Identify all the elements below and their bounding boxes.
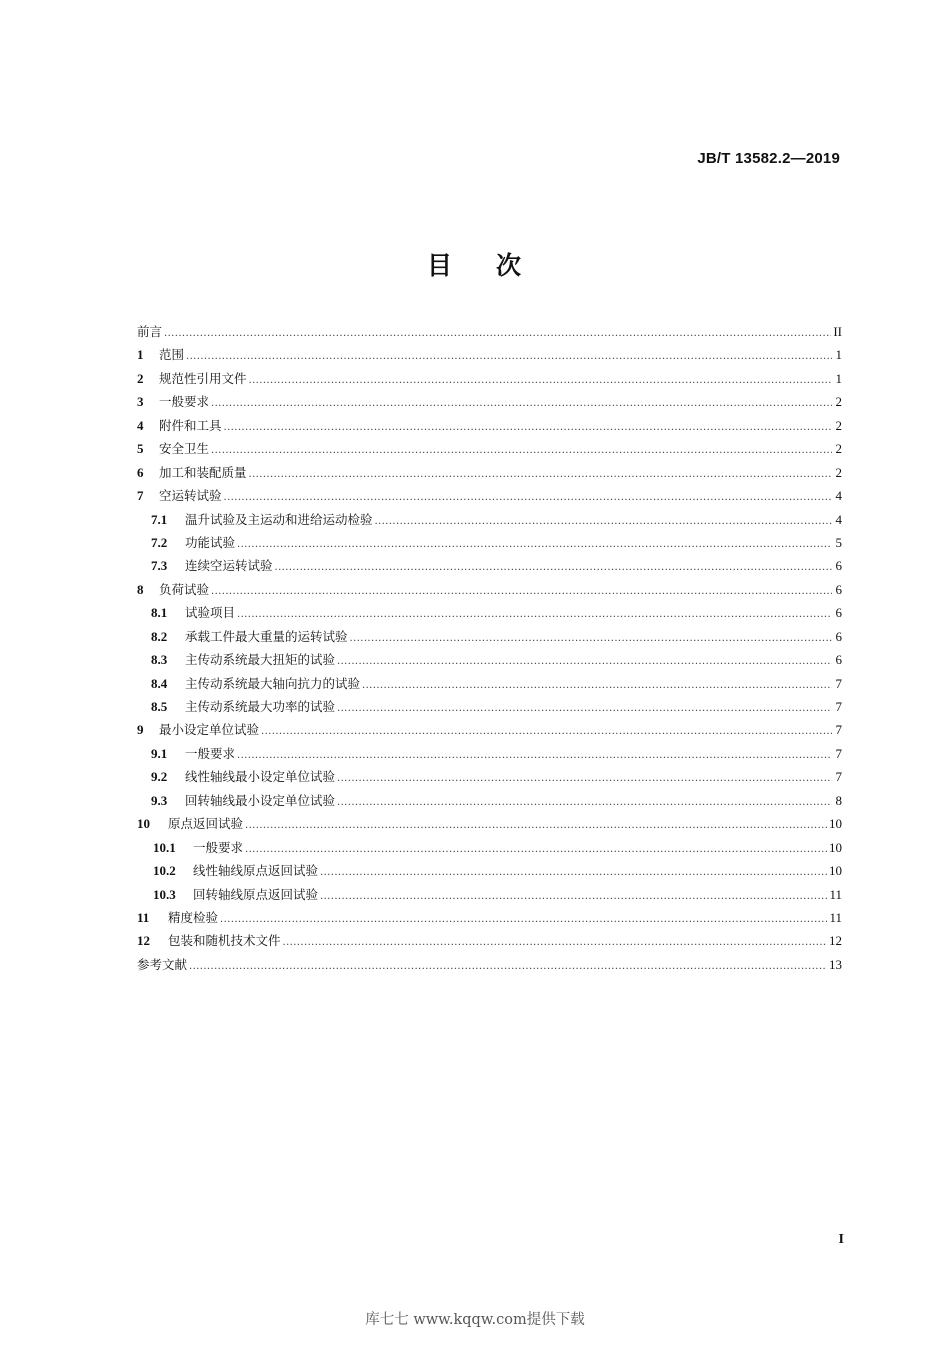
toc-entry-label: 空运转试验 (159, 488, 222, 504)
toc-entry-number: 8.4 (151, 675, 168, 691)
toc-entry-page: 1 (835, 347, 842, 363)
toc-entry-number: 9 (137, 722, 144, 738)
toc-dot-leader (337, 697, 832, 720)
toc-entry[interactable] (137, 953, 842, 976)
toc-entry[interactable] (137, 648, 842, 671)
toc-entry-number: 12 (137, 933, 150, 949)
toc-dot-leader (164, 322, 831, 345)
toc-entry-number: 8.2 (151, 628, 168, 644)
toc-entry-number: 9.3 (151, 792, 168, 808)
toc-entry-number: 1 (137, 347, 144, 363)
toc-entry[interactable] (137, 437, 842, 460)
toc-entry-number: 7.2 (151, 534, 168, 550)
toc-dot-leader (249, 369, 832, 392)
toc-entry-number: 9.2 (151, 769, 168, 785)
toc-entry-number: 10 (137, 816, 150, 832)
toc-entry-number: 9.1 (151, 745, 168, 761)
toc-entry[interactable] (137, 578, 842, 601)
toc-entry-page: 12 (829, 933, 842, 949)
toc-entry-page: 6 (835, 628, 842, 644)
toc-entry[interactable] (137, 461, 842, 484)
toc-dot-leader (275, 556, 832, 579)
toc-entry[interactable] (137, 414, 842, 437)
toc-entry-label: 范围 (159, 347, 185, 363)
toc-entry-label: 参考文献 (137, 956, 188, 972)
toc-entry-number: 7 (137, 488, 144, 504)
page-title (0, 246, 950, 282)
toc-entry-label: 精度检验 (168, 909, 219, 925)
toc-entry[interactable] (137, 625, 842, 648)
toc-entry-number: 8 (137, 581, 144, 597)
toc-dot-leader (186, 345, 832, 368)
toc-entry-number: 3 (137, 394, 144, 410)
toc-entry-number: 10.3 (153, 886, 176, 902)
toc-entry-page: 2 (835, 394, 842, 410)
toc-entry-number: 11 (137, 909, 150, 925)
toc-entry-label: 原点返回试验 (168, 816, 244, 832)
download-watermark: 库七七 www.kqqw.com提供下载 (365, 1312, 585, 1328)
toc-entry[interactable] (137, 484, 842, 507)
toc-entry-page: 6 (835, 605, 842, 621)
toc-entry-label: 线性轴线最小设定单位试验 (185, 769, 336, 785)
toc-entry-label: 主传动系统最大扭矩的试验 (185, 652, 336, 668)
page-number: I (838, 1232, 844, 1247)
standard-number: JB/T 13582.2—2019 (697, 150, 840, 167)
toc-entry[interactable] (137, 789, 842, 812)
toc-entry-number: 7.1 (151, 511, 168, 527)
toc-entry[interactable] (137, 554, 842, 577)
toc-entry-page: 6 (835, 581, 842, 597)
toc-entry-label: 试验项目 (185, 605, 236, 621)
title-char-1: 目 (426, 251, 454, 280)
toc-entry[interactable] (137, 929, 842, 952)
toc-entry-label: 线性轴线原点返回试验 (193, 863, 319, 879)
toc-entry-label: 一般要求 (185, 745, 236, 761)
toc-entry[interactable] (137, 695, 842, 718)
title-char-2: 次 (496, 251, 524, 280)
toc-entry-label: 安全卫生 (159, 441, 210, 457)
toc-entry-page: 11 (829, 886, 842, 902)
toc-dot-leader (245, 838, 827, 861)
toc-entry[interactable] (137, 883, 842, 906)
toc-entry-label: 一般要求 (193, 839, 244, 855)
toc-entry-page: 4 (835, 488, 842, 504)
toc-dot-leader (350, 627, 832, 650)
toc-entry-number: 7.3 (151, 558, 168, 574)
toc-entry[interactable] (137, 320, 842, 343)
toc-entry[interactable] (137, 765, 842, 788)
toc-entry-page: 13 (829, 956, 842, 972)
toc-entry-number: 8.5 (151, 699, 168, 714)
toc-dot-leader (189, 955, 827, 978)
toc-entry-number: 8.1 (151, 605, 168, 621)
toc-dot-leader (237, 533, 832, 556)
toc-dot-leader (337, 650, 832, 673)
toc-dot-leader (211, 439, 832, 462)
toc-entry[interactable] (137, 812, 842, 835)
toc-entry-number: 5 (137, 441, 144, 457)
toc-entry-page: 2 (835, 417, 842, 433)
toc-entry-page: 7 (835, 769, 842, 785)
toc-entry[interactable] (137, 672, 842, 695)
toc-dot-leader (320, 861, 827, 884)
toc-entry-label: 温升试验及主运动和进给运动检验 (185, 511, 373, 527)
toc-entry-page: 8 (835, 792, 842, 808)
toc-dot-leader (237, 744, 832, 767)
toc-dot-leader (237, 603, 832, 626)
toc-dot-leader (211, 580, 832, 603)
toc-entry-label: 连续空运转试验 (185, 558, 273, 574)
toc-entry[interactable] (137, 531, 842, 554)
toc-entry-page: II (833, 324, 842, 339)
toc-entry-page: 2 (835, 464, 842, 480)
toc-dot-leader (249, 463, 832, 486)
toc-entry-page: 11 (829, 909, 842, 925)
toc-entry-label: 前言 (137, 324, 163, 339)
toc-entry[interactable] (137, 508, 842, 531)
toc-entry-number: 10.2 (153, 863, 176, 879)
toc-entry-page: 7 (835, 745, 842, 761)
toc-entry-page: 6 (835, 558, 842, 574)
toc-entry-page: 7 (835, 722, 842, 738)
toc-entry[interactable] (137, 718, 842, 741)
toc-entry[interactable] (137, 601, 842, 624)
toc-dot-leader (211, 392, 832, 415)
toc-entry[interactable] (137, 859, 842, 882)
toc-entry-page: 5 (835, 534, 842, 550)
toc-dot-leader (220, 908, 827, 931)
toc-dot-leader (224, 416, 832, 439)
toc-entry-page: 1 (835, 370, 842, 386)
toc-entry[interactable] (137, 836, 842, 859)
toc-entry[interactable] (137, 343, 842, 366)
table-of-contents (137, 320, 842, 976)
toc-dot-leader (337, 767, 832, 790)
toc-entry[interactable] (137, 390, 842, 413)
toc-entry-number: 8.3 (151, 652, 168, 668)
toc-entry-label: 一般要求 (159, 394, 210, 410)
toc-entry-label: 附件和工具 (159, 417, 222, 433)
toc-dot-leader (245, 814, 827, 837)
toc-entry-page: 4 (835, 511, 842, 527)
toc-entry-label: 负荷试验 (159, 581, 210, 597)
toc-entry-number: 2 (137, 370, 144, 386)
toc-dot-leader (375, 510, 832, 533)
toc-entry-page: 7 (835, 699, 842, 714)
toc-entry-label: 包装和随机技术文件 (168, 933, 281, 949)
toc-entry-page: 7 (835, 675, 842, 691)
toc-entry-label: 加工和装配质量 (159, 464, 247, 480)
toc-dot-leader (362, 674, 832, 697)
toc-entry[interactable] (137, 742, 842, 765)
toc-entry-label: 规范性引用文件 (159, 370, 247, 386)
toc-entry[interactable] (137, 906, 842, 929)
toc-entry-label: 主传动系统最大功率的试验 (185, 699, 336, 714)
toc-entry-page: 10 (829, 863, 842, 879)
toc-entry-label: 最小设定单位试验 (159, 722, 260, 738)
toc-entry-number: 10.1 (153, 839, 176, 855)
toc-dot-leader (337, 791, 832, 814)
toc-entry[interactable] (137, 367, 842, 390)
toc-entry-label: 回转轴线原点返回试验 (193, 886, 319, 902)
toc-entry-number: 6 (137, 464, 144, 480)
toc-dot-leader (224, 486, 832, 509)
toc-entry-page: 2 (835, 441, 842, 457)
toc-entry-number: 4 (137, 417, 144, 433)
toc-entry-label: 主传动系统最大轴向抗力的试验 (185, 675, 361, 691)
toc-entry-label: 承载工件最大重量的运转试验 (185, 628, 348, 644)
toc-dot-leader (261, 720, 832, 743)
toc-entry-page: 10 (829, 839, 842, 855)
toc-entry-label: 回转轴线最小设定单位试验 (185, 792, 336, 808)
toc-entry-label: 功能试验 (185, 534, 236, 550)
toc-entry-page: 10 (829, 816, 842, 832)
toc-entry-page: 6 (835, 652, 842, 668)
toc-dot-leader (283, 931, 827, 954)
toc-dot-leader (320, 885, 827, 908)
